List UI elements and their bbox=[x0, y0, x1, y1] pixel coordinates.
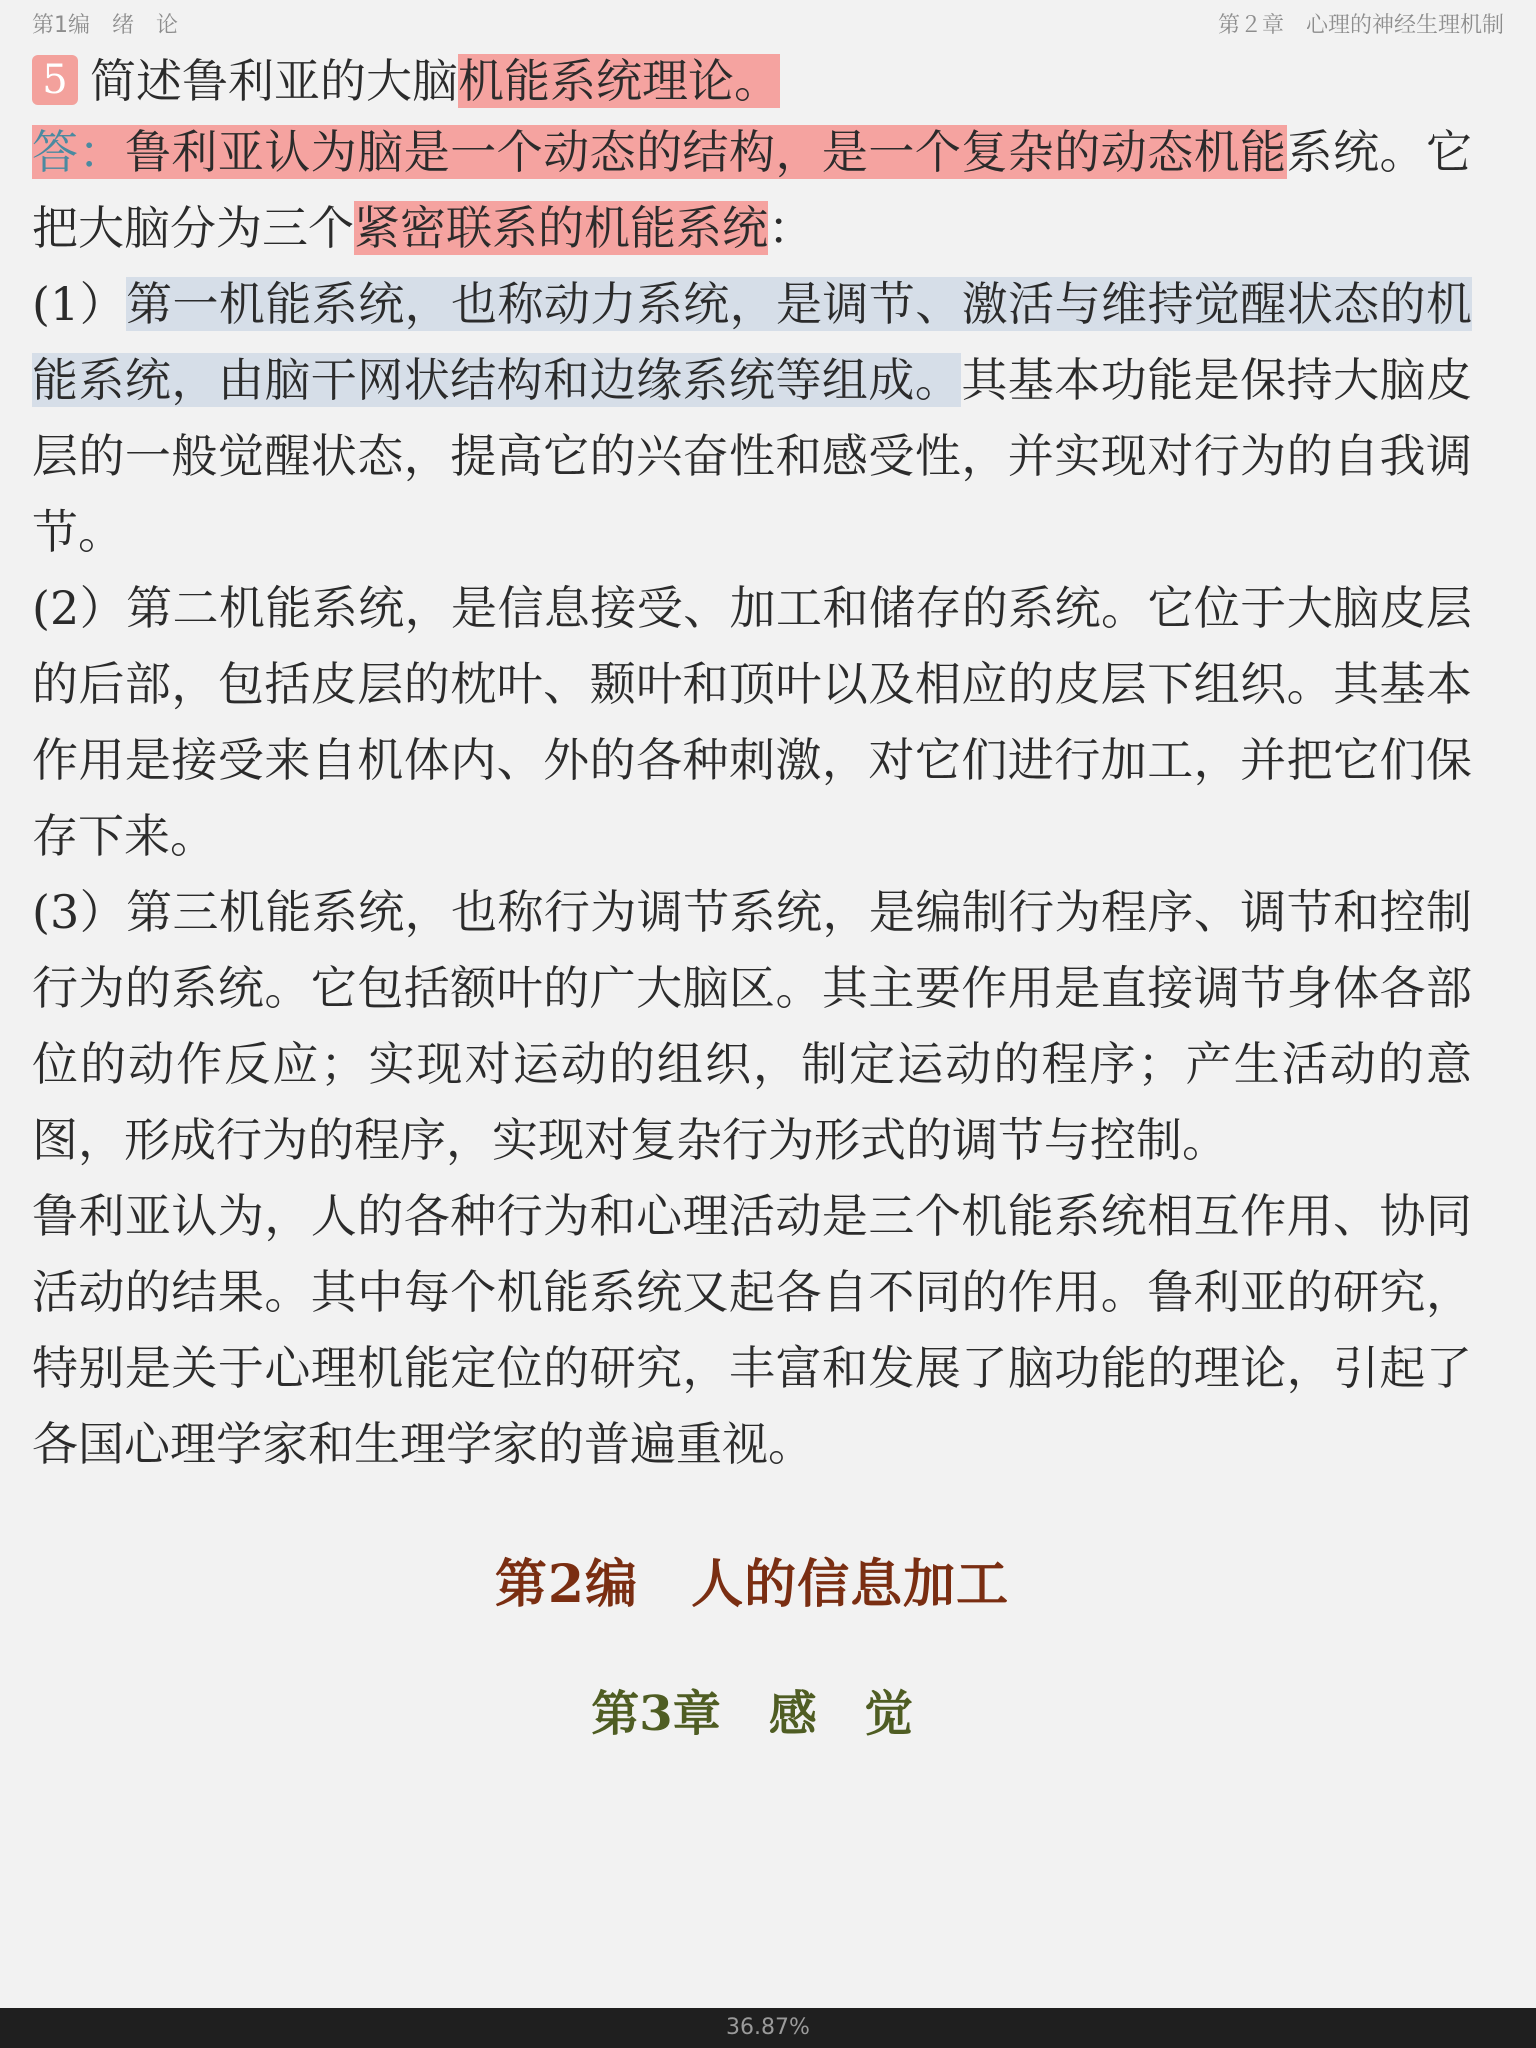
answer-text-2: ： bbox=[768, 201, 814, 255]
answer-intro bbox=[32, 114, 1472, 266]
header-part-label: 第1编 绪 论 bbox=[32, 13, 178, 38]
header-chapter-label: 第２章 心理的神经生理机制 bbox=[1217, 13, 1504, 38]
answer-text-1: 系统。它把大脑分为三个 bbox=[32, 125, 1473, 255]
question-number-badge: 5 bbox=[32, 55, 78, 105]
question-heading bbox=[32, 48, 1472, 114]
part-title: 第2编 人的信息加工 bbox=[494, 1554, 1010, 1615]
list-item-1 bbox=[32, 266, 1472, 570]
question-text-highlight[interactable]: 机能系统理论。 bbox=[458, 54, 780, 108]
chapter-title: 第3章 感 觉 bbox=[591, 1686, 913, 1742]
list-item-2 bbox=[32, 570, 1472, 874]
list-item-1-prefix: (1） bbox=[32, 277, 127, 331]
page-content bbox=[32, 48, 1472, 1744]
list-item-1-text: 其基本功能是保持大脑皮层的一般觉醒状态，提高它的兴奋性和感受性，并实现对行为的自我调节。 bbox=[32, 353, 1473, 559]
conclusion-paragraph: 鲁利亚认为，人的各种行为和心理活动是三个机能系统相互作用、协同活动的结果。其中每个机能系统又起各自不同的作用。鲁利亚的研究，特别是关于心理机能定位的研究，丰富和发展了脑功能的理论，引起了各国心理学家和生理学家的普遍重视。 bbox=[32, 1189, 1472, 1471]
reading-progress-bar bbox=[0, 2008, 1536, 2048]
list-item-3-prefix: (3） bbox=[32, 885, 127, 939]
list-item-3-text: 第三机能系统，也称行为调节系统，是编制行为程序、调节和控制行为的系统。它包括额叶的广大脑区。其主要作用是直接调节身体各部位的动作反应；实现对运动的组织，制定运动的程序；产生活动的意图，形成行为的程序，实现对复杂行为形式的调节与控制。 bbox=[32, 885, 1473, 1167]
list-item-2-prefix: (2） bbox=[32, 581, 127, 635]
list-item-3 bbox=[32, 874, 1472, 1178]
answer-label: 答： bbox=[32, 125, 125, 179]
reading-progress-value: 36.87% bbox=[726, 2015, 810, 2040]
question-text: 简述鲁利亚的大脑 bbox=[90, 54, 458, 108]
running-header bbox=[32, 4, 1504, 40]
answer-highlight-1[interactable]: 鲁利亚认为脑是一个动态的结构，是一个复杂的动态机能 bbox=[124, 125, 1287, 179]
list-item-2-text: 第二机能系统，是信息接受、加工和储存的系统。它位于大脑皮层的后部，包括皮层的枕叶、颞叶和顶叶以及相应的皮层下组织。其基本作用是接受来自机体内、外的各种刺激，对它们进行加工，并把它们保存下来。 bbox=[32, 581, 1473, 863]
answer-highlight-2[interactable]: 紧密联系的机能系统 bbox=[354, 201, 768, 255]
list-item-1-highlight[interactable]: 第一机能系统，也称动力系统，是调节、激活与维持觉醒状态的机能系统，由脑干网状结构和边缘系统等组成。 bbox=[32, 277, 1473, 407]
